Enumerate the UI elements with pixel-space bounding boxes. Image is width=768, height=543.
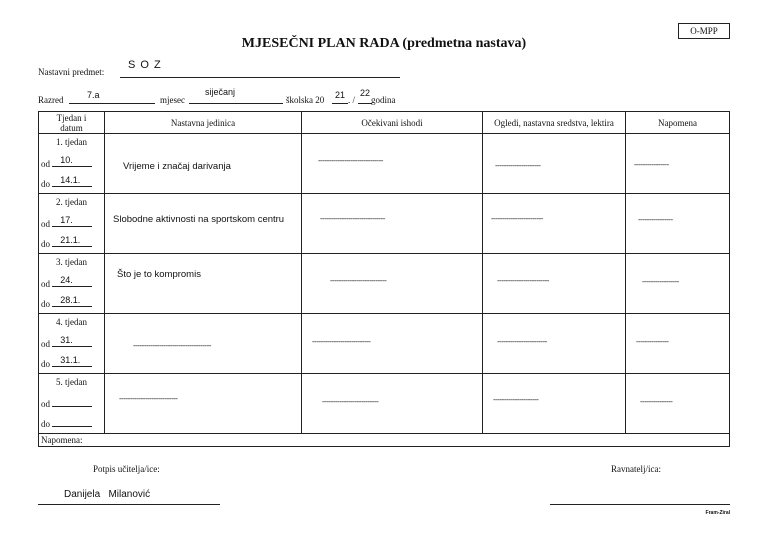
mjesec-value: siječanj	[205, 87, 236, 97]
ishodi-cell	[302, 254, 483, 314]
razred-label: Razred	[38, 95, 64, 105]
unit-text: Vrijeme i značaj darivanja	[123, 161, 231, 172]
od-value: 10.	[60, 155, 73, 165]
od-value: 31.	[60, 335, 73, 345]
od-value: 24.	[60, 275, 73, 285]
teacher-signature-line	[38, 504, 220, 505]
skolska-label: školska 20	[286, 95, 325, 105]
ishodi-cell	[302, 374, 483, 434]
header-ocekivani-ishodi: Očekivani ishodi	[302, 112, 483, 134]
napomena-cell	[626, 134, 730, 194]
napomena-cell	[626, 314, 730, 374]
od-field	[52, 276, 92, 287]
ogledi-text: ------------------------	[491, 214, 543, 223]
ogledi-cell	[483, 194, 626, 254]
od-field	[52, 156, 92, 167]
do-field	[52, 416, 92, 427]
napomena-text: ----------------	[638, 215, 673, 224]
week-label: 4. tjedan	[56, 317, 87, 327]
table-row	[39, 194, 730, 254]
table-header-row	[39, 112, 730, 134]
principal-signature-label: Ravnatelj/ica:	[611, 464, 661, 474]
do-line	[41, 356, 92, 369]
razred-value: 7.a	[87, 90, 100, 100]
ishodi-text: ------------------------------	[320, 214, 385, 223]
subject-label: Nastavni predmet:	[38, 67, 105, 77]
ogledi-cell	[483, 134, 626, 194]
od-label: od	[41, 279, 50, 289]
week-label: 5. tjedan	[56, 377, 87, 387]
napomena-cell	[626, 254, 730, 314]
do-value: 14.1.	[60, 175, 81, 185]
do-field	[52, 176, 92, 187]
od-field	[52, 216, 92, 227]
od-label: od	[41, 159, 50, 169]
unit-cell	[105, 134, 302, 194]
od-value: 17.	[60, 215, 73, 225]
od-label: od	[41, 399, 50, 409]
unit-text: ---------------------------	[119, 394, 178, 403]
ishodi-text: --------------------------	[330, 276, 387, 285]
ogledi-text: ------------------------	[497, 276, 549, 285]
unit-text: ------------------------------------	[133, 341, 211, 350]
header-nastavna-jedinica: Nastavna jedinica	[105, 112, 302, 134]
plan-table	[38, 111, 730, 447]
week-cell	[39, 254, 105, 314]
do-field	[52, 296, 92, 307]
do-field	[52, 236, 92, 247]
ishodi-cell	[302, 134, 483, 194]
unit-cell	[105, 254, 302, 314]
week-cell	[39, 134, 105, 194]
ogledi-text: ---------------------	[495, 161, 541, 170]
teacher-signature-label: Potpis učitelja/ice:	[93, 464, 160, 474]
do-line	[41, 176, 92, 189]
do-label: do	[41, 299, 50, 309]
do-label: do	[41, 419, 50, 429]
do-line	[41, 296, 92, 309]
od-field	[52, 336, 92, 347]
do-label: do	[41, 239, 50, 249]
do-line	[41, 416, 92, 429]
unit-cell	[105, 194, 302, 254]
napomena-cell	[626, 194, 730, 254]
year1-value: 21	[335, 90, 346, 100]
page-title: MJESEČNI PLAN RADA (predmetna nastava)	[241, 36, 527, 51]
header-tjedan: Tjedan i datum	[39, 112, 105, 134]
table-note-row	[39, 434, 730, 447]
od-label: od	[41, 339, 50, 349]
ogledi-cell	[483, 254, 626, 314]
week-label: 2. tjedan	[56, 197, 87, 207]
teacher-signature: Danijela Milanović	[64, 489, 151, 500]
table-row	[39, 314, 730, 374]
week-label: 1. tjedan	[56, 137, 87, 147]
header-ogledi: Ogledi, nastavna sredstva, lektira	[483, 112, 626, 134]
razred-field	[69, 90, 155, 104]
do-field	[52, 356, 92, 367]
year2-value: 22	[360, 88, 371, 98]
ogledi-cell	[483, 374, 626, 434]
ishodi-cell	[302, 194, 483, 254]
do-label: do	[41, 359, 50, 369]
table-row	[39, 134, 730, 194]
do-value: 28.1.	[60, 295, 81, 305]
form-code: O-MPP	[678, 23, 730, 39]
od-line	[41, 216, 92, 229]
od-field	[52, 396, 92, 407]
napomena-text: ---------------	[640, 397, 673, 406]
subject-field	[120, 59, 400, 78]
ishodi-text: ---------------------------	[312, 337, 371, 346]
mjesec-label: mjesec	[160, 95, 185, 105]
od-line	[41, 396, 92, 409]
unit-text: Što je to kompromis	[117, 269, 201, 280]
week-cell	[39, 314, 105, 374]
principal-signature-line	[550, 504, 730, 505]
week-cell	[39, 194, 105, 254]
do-line	[41, 236, 92, 249]
od-line	[41, 276, 92, 289]
mjesec-field	[189, 87, 283, 104]
unit-text: Slobodne aktivnosti na sportskom centru	[113, 214, 285, 225]
year1-field	[332, 90, 348, 104]
ishodi-cell	[302, 314, 483, 374]
table-row	[39, 254, 730, 314]
napomena-cell	[626, 374, 730, 434]
year2-field	[358, 88, 372, 104]
week-cell	[39, 374, 105, 434]
table-note-label: Napomena:	[39, 434, 730, 447]
subject-value: S O Z	[128, 59, 162, 71]
napomena-text: ----------------	[634, 160, 669, 169]
week-label: 3. tjedan	[56, 257, 87, 267]
godina-label: godina	[371, 95, 396, 105]
year-separator: . /	[348, 95, 356, 105]
od-line	[41, 336, 92, 349]
unit-cell	[105, 374, 302, 434]
table-row	[39, 374, 730, 434]
od-label: od	[41, 219, 50, 229]
napomena-text: ---------------	[636, 337, 669, 346]
do-value: 21.1.	[60, 235, 81, 245]
napomena-text: -----------------	[642, 277, 679, 286]
publisher-mark: Fram-Ziral	[705, 510, 730, 516]
od-line	[41, 156, 92, 169]
unit-cell	[105, 314, 302, 374]
ogledi-cell	[483, 314, 626, 374]
do-label: do	[41, 179, 50, 189]
header-napomena: Napomena	[626, 112, 730, 134]
ogledi-text: -----------------------	[497, 337, 547, 346]
do-value: 31.1.	[60, 355, 81, 365]
ishodi-text: ------------------------------	[318, 156, 383, 165]
ishodi-text: --------------------------	[322, 397, 379, 406]
ogledi-text: ---------------------	[493, 395, 539, 404]
